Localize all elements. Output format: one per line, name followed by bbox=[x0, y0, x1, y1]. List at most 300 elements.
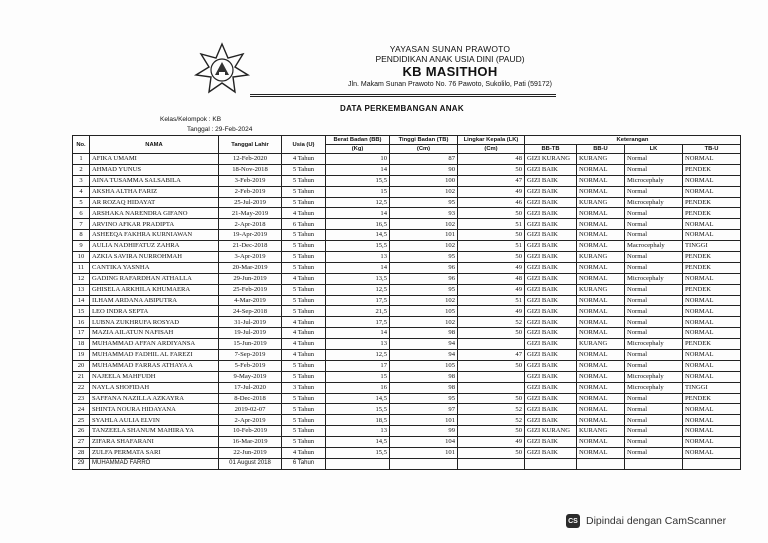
date-label: Tanggal : 29-Feb-2024 bbox=[187, 126, 253, 133]
cell-bb-u: NORMAL bbox=[577, 186, 625, 197]
cell-birthdate: 25-Jul-2019 bbox=[219, 197, 282, 208]
cell-height: 98 bbox=[390, 371, 458, 382]
cell-name: ASHEEQA FAKHRA KURNIAWAN bbox=[90, 230, 219, 241]
cell-bb-tb: GIZI BAIK bbox=[525, 415, 577, 426]
table-row bbox=[73, 382, 741, 393]
header-divider-thin bbox=[250, 96, 556, 97]
cell-birthdate: 3-Apr-2019 bbox=[219, 252, 282, 263]
cell-height: 102 bbox=[390, 317, 458, 328]
cell-age: 5 Tahun bbox=[282, 186, 326, 197]
cell-no: 19 bbox=[73, 350, 90, 361]
cell-head-circ: 50 bbox=[458, 328, 525, 339]
cell-age: 5 Tahun bbox=[282, 306, 326, 317]
cell-no: 24 bbox=[73, 404, 90, 415]
cell-no: 29 bbox=[73, 458, 90, 469]
cell-tb-u: PENDEK bbox=[683, 252, 741, 263]
cell-tb-u: PENDEK bbox=[683, 208, 741, 219]
cell-height: 95 bbox=[390, 197, 458, 208]
cell-bb-tb: GIZI BAIK bbox=[525, 252, 577, 263]
cell-weight: 14,5 bbox=[326, 230, 390, 241]
cell-head-circ bbox=[458, 339, 525, 350]
cell-bb-tb: GIZI BAIK bbox=[525, 360, 577, 371]
cell-no: 3 bbox=[73, 175, 90, 186]
cell-head-circ bbox=[458, 458, 525, 469]
cell-head-circ: 52 bbox=[458, 415, 525, 426]
cell-weight: 13 bbox=[326, 426, 390, 437]
cell-bb-tb: GIZI BAIK bbox=[525, 404, 577, 415]
cell-bb-u: KURANG bbox=[577, 339, 625, 350]
camscanner-badge bbox=[566, 514, 726, 528]
header-weight-unit: (Kg) bbox=[326, 145, 390, 154]
cell-head-circ: 51 bbox=[458, 219, 525, 230]
cell-birthdate: 2-Apr-2019 bbox=[219, 415, 282, 426]
cell-tb-u: PENDEK bbox=[683, 393, 741, 404]
cell-head-circ: 48 bbox=[458, 154, 525, 165]
cell-bb-u: KURANG bbox=[577, 426, 625, 437]
cell-weight: 13 bbox=[326, 339, 390, 350]
cell-age: 3 Tahun bbox=[282, 382, 326, 393]
table-row bbox=[73, 437, 741, 448]
cell-weight: 14,5 bbox=[326, 393, 390, 404]
cell-name: GHISELA ARKHILA KHUMAERA bbox=[90, 284, 219, 295]
table-body bbox=[73, 154, 741, 470]
cell-weight: 14 bbox=[326, 164, 390, 175]
institution-type: PENDIDIKAN ANAK USIA DINI (PAUD) bbox=[375, 54, 525, 64]
cell-bb-u: NORMAL bbox=[577, 262, 625, 273]
cell-birthdate: 7-Sep-2019 bbox=[219, 350, 282, 361]
cell-bb-u: KURANG bbox=[577, 284, 625, 295]
header-height: Tinggi Badan (TB) bbox=[390, 136, 458, 145]
header-name: NAMA bbox=[90, 136, 219, 154]
cell-head-circ: 52 bbox=[458, 404, 525, 415]
cell-weight: 17 bbox=[326, 360, 390, 371]
cell-tb-u: NORMAL bbox=[683, 415, 741, 426]
cell-name: SYAHLA AULIA ELVIN bbox=[90, 415, 219, 426]
cell-bb-tb: GIZI BAIK bbox=[525, 393, 577, 404]
cell-tb-u: NORMAL bbox=[683, 426, 741, 437]
cell-bb-tb: GIZI BAIK bbox=[525, 295, 577, 306]
cell-age: 5 Tahun bbox=[282, 197, 326, 208]
cell-lk: Normal bbox=[625, 448, 683, 459]
cell-birthdate: 16-Mar-2019 bbox=[219, 437, 282, 448]
cell-bb-tb: GIZI BAIK bbox=[525, 197, 577, 208]
cell-age: 5 Tahun bbox=[282, 230, 326, 241]
cell-head-circ: 47 bbox=[458, 350, 525, 361]
cell-height: 95 bbox=[390, 252, 458, 263]
cell-head-circ: 48 bbox=[458, 273, 525, 284]
cell-height: 96 bbox=[390, 273, 458, 284]
cell-head-circ: 47 bbox=[458, 175, 525, 186]
cell-bb-u: NORMAL bbox=[577, 241, 625, 252]
document-title: DATA PERKEMBANGAN ANAK bbox=[340, 104, 464, 113]
cell-age: 5 Tahun bbox=[282, 404, 326, 415]
cell-bb-u: NORMAL bbox=[577, 360, 625, 371]
cell-tb-u: NORMAL bbox=[683, 175, 741, 186]
cell-age: 5 Tahun bbox=[282, 415, 326, 426]
cell-no: 6 bbox=[73, 208, 90, 219]
cell-birthdate: 8-Dec-2018 bbox=[219, 393, 282, 404]
cell-bb-tb: GIZI BAIK bbox=[525, 186, 577, 197]
foundation-name: YAYASAN SUNAN PRAWOTO bbox=[389, 44, 511, 54]
cell-age: 5 Tahun bbox=[282, 360, 326, 371]
cell-lk: Normal bbox=[625, 219, 683, 230]
cell-no: 9 bbox=[73, 241, 90, 252]
cell-no: 15 bbox=[73, 306, 90, 317]
cell-name: AR ROZAQ HIDAYAT bbox=[90, 197, 219, 208]
cell-birthdate: 2019-02-07 bbox=[219, 404, 282, 415]
cell-lk: Microcephaly bbox=[625, 197, 683, 208]
table-row bbox=[73, 284, 741, 295]
cell-birthdate: 2-Feb-2019 bbox=[219, 186, 282, 197]
cell-weight: 18,5 bbox=[326, 415, 390, 426]
cell-birthdate: 10-Feb-2019 bbox=[219, 426, 282, 437]
cell-birthdate: 01 August 2018 bbox=[219, 458, 282, 469]
cell-no: 21 bbox=[73, 371, 90, 382]
cell-birthdate: 12-Feb-2020 bbox=[219, 154, 282, 165]
cell-name: AZKIA SAVIRA NURROHMAH bbox=[90, 252, 219, 263]
cell-no: 23 bbox=[73, 393, 90, 404]
cell-lk: Normal bbox=[625, 252, 683, 263]
cell-age: 5 Tahun bbox=[282, 262, 326, 273]
cell-age: 5 Tahun bbox=[282, 437, 326, 448]
cell-lk: Normal bbox=[625, 164, 683, 175]
cell-tb-u: PENDEK bbox=[683, 284, 741, 295]
cell-lk: Normal bbox=[625, 284, 683, 295]
cell-bb-u: NORMAL bbox=[577, 382, 625, 393]
camscanner-text: Dipindai dengan CamScanner bbox=[586, 515, 727, 527]
cell-no: 17 bbox=[73, 328, 90, 339]
cell-bb-tb: GIZI BAIK bbox=[525, 371, 577, 382]
header-bb-tb: BB-TB bbox=[525, 145, 577, 154]
cell-head-circ: 49 bbox=[458, 306, 525, 317]
header-lk: LK bbox=[625, 145, 683, 154]
cell-tb-u: NORMAL bbox=[683, 360, 741, 371]
cell-head-circ: 50 bbox=[458, 426, 525, 437]
table-row bbox=[73, 371, 741, 382]
cell-height: 87 bbox=[390, 154, 458, 165]
cell-lk: Macrocephaly bbox=[625, 241, 683, 252]
header-divider bbox=[250, 94, 556, 95]
cell-bb-tb: GIZI BAIK bbox=[525, 382, 577, 393]
cell-height: 99 bbox=[390, 426, 458, 437]
cell-tb-u: TINGGI bbox=[683, 241, 741, 252]
cell-height: 104 bbox=[390, 437, 458, 448]
cell-height: 105 bbox=[390, 306, 458, 317]
cell-head-circ: 51 bbox=[458, 295, 525, 306]
cell-lk: Normal bbox=[625, 230, 683, 241]
cell-name: TANZEELA SHANUM MAHIRA YA bbox=[90, 426, 219, 437]
cell-no: 10 bbox=[73, 252, 90, 263]
cell-height: 100 bbox=[390, 175, 458, 186]
cell-head-circ: 52 bbox=[458, 317, 525, 328]
table-row bbox=[73, 208, 741, 219]
cell-weight: 14 bbox=[326, 328, 390, 339]
cell-height: 98 bbox=[390, 382, 458, 393]
table-row bbox=[73, 415, 741, 426]
table-row bbox=[73, 458, 741, 469]
cell-lk: Normal bbox=[625, 208, 683, 219]
cell-tb-u: PENDEK bbox=[683, 164, 741, 175]
cell-birthdate: 3-Feb-2019 bbox=[219, 175, 282, 186]
table-row bbox=[73, 197, 741, 208]
cell-birthdate: 25-Feb-2019 bbox=[219, 284, 282, 295]
table-row bbox=[73, 317, 741, 328]
cell-bb-tb: GIZI BAIK bbox=[525, 262, 577, 273]
cell-birthdate: 24-Sep-2018 bbox=[219, 306, 282, 317]
cell-lk: Normal bbox=[625, 317, 683, 328]
cell-bb-tb: GIZI BAIK bbox=[525, 175, 577, 186]
cell-bb-u bbox=[577, 458, 625, 469]
cell-tb-u: NORMAL bbox=[683, 371, 741, 382]
cell-bb-u: NORMAL bbox=[577, 404, 625, 415]
cell-weight: 13 bbox=[326, 252, 390, 263]
cell-bb-u: KURANG bbox=[577, 197, 625, 208]
cell-bb-tb: GIZI BAIK bbox=[525, 339, 577, 350]
cell-lk: Normal bbox=[625, 186, 683, 197]
cell-name: LUBNA ZUKHRUFA ROSYAD bbox=[90, 317, 219, 328]
cell-bb-u: NORMAL bbox=[577, 306, 625, 317]
cell-weight: 14 bbox=[326, 262, 390, 273]
cell-height: 97 bbox=[390, 404, 458, 415]
cell-tb-u: NORMAL bbox=[683, 350, 741, 361]
cell-tb-u: NORMAL bbox=[683, 328, 741, 339]
cell-age: 4 Tahun bbox=[282, 154, 326, 165]
cell-height: 102 bbox=[390, 241, 458, 252]
cell-birthdate: 9-May-2019 bbox=[219, 371, 282, 382]
table-row bbox=[73, 230, 741, 241]
cell-no: 1 bbox=[73, 154, 90, 165]
cell-bb-tb: GIZI BAIK bbox=[525, 328, 577, 339]
cell-height: 95 bbox=[390, 284, 458, 295]
cell-no: 20 bbox=[73, 360, 90, 371]
cell-head-circ: 51 bbox=[458, 241, 525, 252]
table-row bbox=[73, 448, 741, 459]
cell-weight: 14 bbox=[326, 208, 390, 219]
cell-name: GADING RAFARDHAN ATHALLA bbox=[90, 273, 219, 284]
cell-age: 4 Tahun bbox=[282, 208, 326, 219]
cell-bb-u: KURANG bbox=[577, 252, 625, 263]
cell-head-circ bbox=[458, 382, 525, 393]
cell-tb-u: PENDEK bbox=[683, 339, 741, 350]
cell-lk bbox=[625, 458, 683, 469]
cell-lk: Normal bbox=[625, 262, 683, 273]
cell-bb-u: NORMAL bbox=[577, 273, 625, 284]
cell-weight: 21,5 bbox=[326, 306, 390, 317]
cell-no: 7 bbox=[73, 219, 90, 230]
cell-birthdate: 18-Nov-2018 bbox=[219, 164, 282, 175]
table-row bbox=[73, 393, 741, 404]
cell-lk: Microcephaly bbox=[625, 175, 683, 186]
cell-tb-u: NORMAL bbox=[683, 273, 741, 284]
cell-bb-tb: GIZI KURANG bbox=[525, 154, 577, 165]
cell-bb-u: NORMAL bbox=[577, 175, 625, 186]
cell-birthdate: 29-Jun-2019 bbox=[219, 273, 282, 284]
table-row bbox=[73, 295, 741, 306]
cell-tb-u bbox=[683, 458, 741, 469]
cell-age: 6 Tahun bbox=[282, 458, 326, 469]
cell-bb-u: NORMAL bbox=[577, 208, 625, 219]
cell-age: 4 Tahun bbox=[282, 350, 326, 361]
cell-bb-tb: GIZI BAIK bbox=[525, 448, 577, 459]
cell-tb-u: NORMAL bbox=[683, 317, 741, 328]
cell-name: AKSHA ALTHA FARIZ bbox=[90, 186, 219, 197]
cell-head-circ: 50 bbox=[458, 360, 525, 371]
cell-bb-u: NORMAL bbox=[577, 219, 625, 230]
cell-name: SHINTA NOURA HIDAYANA bbox=[90, 404, 219, 415]
cell-bb-u: NORMAL bbox=[577, 448, 625, 459]
header-birthdate: Tanggal Lahir bbox=[219, 136, 282, 154]
cell-weight: 15,5 bbox=[326, 448, 390, 459]
table-row bbox=[73, 360, 741, 371]
cell-bb-tb: GIZI BAIK bbox=[525, 306, 577, 317]
cell-tb-u: PENDEK bbox=[683, 197, 741, 208]
table-row bbox=[73, 219, 741, 230]
cell-name: AULIA NADHIFATUZ ZAHRA bbox=[90, 241, 219, 252]
cell-height: 94 bbox=[390, 350, 458, 361]
cell-no: 8 bbox=[73, 230, 90, 241]
table-row bbox=[73, 252, 741, 263]
cell-height bbox=[390, 458, 458, 469]
cell-bb-u: NORMAL bbox=[577, 328, 625, 339]
cell-height: 105 bbox=[390, 360, 458, 371]
cell-age: 6 Tahun bbox=[282, 219, 326, 230]
cell-bb-u: NORMAL bbox=[577, 393, 625, 404]
cell-birthdate: 21-Dec-2018 bbox=[219, 241, 282, 252]
cell-weight: 15,5 bbox=[326, 404, 390, 415]
header-head-circ: Lingkar Kepala (LK) bbox=[458, 136, 525, 145]
cell-tb-u: NORMAL bbox=[683, 437, 741, 448]
cell-tb-u: NORMAL bbox=[683, 448, 741, 459]
cell-age: 4 Tahun bbox=[282, 273, 326, 284]
cell-weight: 12,5 bbox=[326, 284, 390, 295]
cell-lk: Normal bbox=[625, 393, 683, 404]
cell-bb-u: NORMAL bbox=[577, 295, 625, 306]
cell-weight: 17,5 bbox=[326, 317, 390, 328]
cell-no: 26 bbox=[73, 426, 90, 437]
cell-weight: 12,5 bbox=[326, 197, 390, 208]
cell-weight: 13,5 bbox=[326, 273, 390, 284]
cell-bb-u: NORMAL bbox=[577, 230, 625, 241]
cell-tb-u: NORMAL bbox=[683, 295, 741, 306]
header-bb-u: BB-U bbox=[577, 145, 625, 154]
table-row bbox=[73, 154, 741, 165]
cell-weight: 15,5 bbox=[326, 241, 390, 252]
cell-height: 101 bbox=[390, 415, 458, 426]
cell-height: 101 bbox=[390, 448, 458, 459]
cell-bb-tb: GIZI BAIK bbox=[525, 241, 577, 252]
development-table bbox=[72, 135, 741, 470]
cell-name: AHMAD YUNUS bbox=[90, 164, 219, 175]
cell-no: 2 bbox=[73, 164, 90, 175]
school-logo-icon bbox=[193, 42, 251, 94]
cell-age: 5 Tahun bbox=[282, 241, 326, 252]
cell-birthdate: 19-Apr-2019 bbox=[219, 230, 282, 241]
cell-lk: Microcephaly bbox=[625, 371, 683, 382]
cell-bb-u: NORMAL bbox=[577, 350, 625, 361]
cell-name: LEO INDRA SEPTA bbox=[90, 306, 219, 317]
cell-weight: 15 bbox=[326, 186, 390, 197]
cell-no: 13 bbox=[73, 284, 90, 295]
cell-name: ARVINO AFKAR PRADIPTA bbox=[90, 219, 219, 230]
cell-no: 27 bbox=[73, 437, 90, 448]
cell-lk: Microcephaly bbox=[625, 273, 683, 284]
cell-name: ZIFARA SHAFARANI bbox=[90, 437, 219, 448]
cell-no: 25 bbox=[73, 415, 90, 426]
cell-weight: 16,5 bbox=[326, 219, 390, 230]
cell-bb-u: NORMAL bbox=[577, 371, 625, 382]
cell-tb-u: NORMAL bbox=[683, 154, 741, 165]
cell-name: NAYLA SHOFIDAH bbox=[90, 382, 219, 393]
cell-birthdate: 17-Jul-2020 bbox=[219, 382, 282, 393]
cell-height: 96 bbox=[390, 262, 458, 273]
cell-head-circ: 49 bbox=[458, 284, 525, 295]
school-address: Jln. Makam Sunan Prawoto No. 76 Pawoto, Sukolilo, Pati (59172) bbox=[348, 81, 552, 88]
table-row bbox=[73, 426, 741, 437]
table-row bbox=[73, 164, 741, 175]
class-label: Kelas/Kelompok : KB bbox=[160, 116, 222, 123]
table-row bbox=[73, 404, 741, 415]
cell-birthdate: 31-Jul-2019 bbox=[219, 317, 282, 328]
cell-age: 5 Tahun bbox=[282, 295, 326, 306]
cell-bb-u: NORMAL bbox=[577, 437, 625, 448]
cell-height: 98 bbox=[390, 328, 458, 339]
cell-age: 4 Tahun bbox=[282, 339, 326, 350]
cell-bb-tb: GIZI BAIK bbox=[525, 317, 577, 328]
cell-birthdate: 15-Jun-2019 bbox=[219, 339, 282, 350]
cell-head-circ bbox=[458, 371, 525, 382]
cell-bb-u: KURANG bbox=[577, 154, 625, 165]
cell-lk: Normal bbox=[625, 306, 683, 317]
cell-age: 5 Tahun bbox=[282, 164, 326, 175]
cell-lk: Normal bbox=[625, 154, 683, 165]
cell-age: 4 Tahun bbox=[282, 328, 326, 339]
cell-weight bbox=[326, 458, 390, 469]
cell-height: 94 bbox=[390, 339, 458, 350]
cell-age: 4 Tahun bbox=[282, 317, 326, 328]
cell-name: AINA TUSAMMA SALSABILA bbox=[90, 175, 219, 186]
cell-bb-tb: GIZI BAIK bbox=[525, 208, 577, 219]
school-name: KB MASITHOH bbox=[402, 64, 498, 79]
cell-bb-u: NORMAL bbox=[577, 317, 625, 328]
cell-tb-u: NORMAL bbox=[683, 230, 741, 241]
table-row bbox=[73, 350, 741, 361]
cell-age: 5 Tahun bbox=[282, 393, 326, 404]
cell-weight: 17,5 bbox=[326, 295, 390, 306]
cell-head-circ: 49 bbox=[458, 437, 525, 448]
table-row bbox=[73, 306, 741, 317]
cell-height: 93 bbox=[390, 208, 458, 219]
cell-age: 5 Tahun bbox=[282, 426, 326, 437]
cell-tb-u: NORMAL bbox=[683, 219, 741, 230]
cell-lk: Microcephaly bbox=[625, 382, 683, 393]
cell-lk: Normal bbox=[625, 426, 683, 437]
cell-weight: 16 bbox=[326, 382, 390, 393]
header-height-unit: (Cm) bbox=[390, 145, 458, 154]
cell-bb-tb: GIZI BAIK bbox=[525, 284, 577, 295]
cell-birthdate: 4-Mar-2019 bbox=[219, 295, 282, 306]
cell-head-circ: 50 bbox=[458, 230, 525, 241]
cell-no: 11 bbox=[73, 262, 90, 273]
cell-tb-u: NORMAL bbox=[683, 186, 741, 197]
cell-lk: Normal bbox=[625, 415, 683, 426]
cell-head-circ: 49 bbox=[458, 262, 525, 273]
cell-age: 5 Tahun bbox=[282, 175, 326, 186]
cell-bb-tb: GIZI BAIK bbox=[525, 273, 577, 284]
table-row bbox=[73, 262, 741, 273]
cell-tb-u: TINGGI bbox=[683, 382, 741, 393]
cell-birthdate: 22-Jun-2019 bbox=[219, 448, 282, 459]
cell-birthdate: 21-May-2019 bbox=[219, 208, 282, 219]
